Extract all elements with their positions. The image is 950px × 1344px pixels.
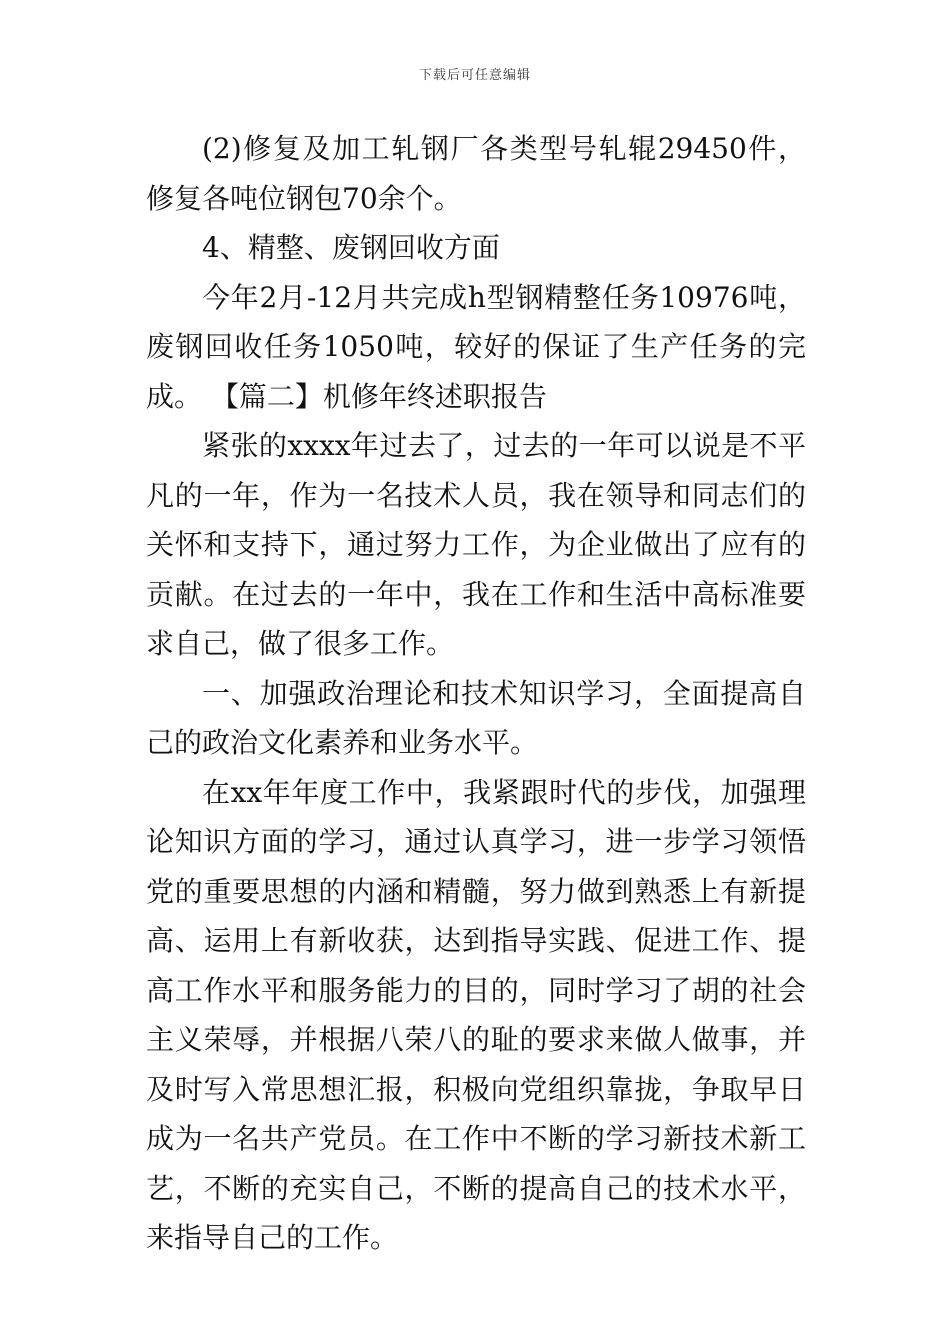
document-body — [146, 124, 806, 1263]
paragraph-repair-rolls: (2)修复及加工轧钢厂各类型号轧辊29450件，修复各吨位钢包70余个。 — [146, 132, 806, 215]
paragraph-finishing-tasks: 今年2月-12月共完成h型钢精整任务10976吨，废钢回收任务1050吨，较好的保证了生产任务的完成。 【篇二】机修年终述职报告 — [146, 280, 806, 413]
paragraph-year-summary: 紧张的xxxx年过去了，过去的一年可以说是不平凡的一年，作为一名技术人员，我在领导和同志们的关怀和支持下，通过努力工作，为企业做出了应有的贡献。在过去的一年中，我在工作和生活中高标准要求自己，做了很多工作。 — [146, 429, 806, 660]
paragraph-heading-finishing: 4、精整、废钢回收方面 — [202, 231, 500, 264]
paragraph-study-details: 在xx年年度工作中，我紧跟时代的步伐，加强理论知识方面的学习，通过认真学习，进一步学习领悟党的重要思想的内涵和精髓，努力做到熟悉上有新提高、运用上有新收获，达到指导实践、促进工作、提高工作水平和服务能力的目的，同时学习了胡的社会主义荣辱，并根据八荣八的耻的要求来做人做事，并及时写入常思想汇报，积极向党组织靠拢，争取早日成为一名共产党员。在工作中不断的学习新技术新工艺，不断的充实自己，不断的提高自己的技术水平，来指导自己的工作。 — [146, 775, 806, 1254]
page-header: 下载后可任意编辑 — [418, 68, 531, 83]
paragraph-heading-study: 一、加强政治理论和技术知识学习，全面提高自己的政治文化素养和业务水平。 — [146, 676, 806, 759]
